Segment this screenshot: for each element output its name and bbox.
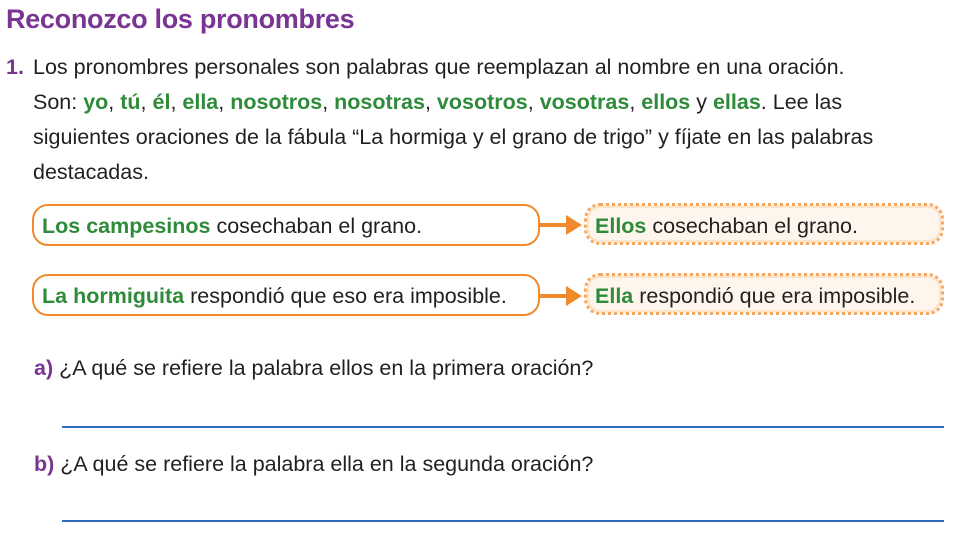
- question-label: b): [34, 452, 55, 476]
- pronoun-highlight: Ellos: [595, 214, 647, 238]
- answer-line-b[interactable]: [62, 520, 944, 522]
- noun-highlight: Los campesinos: [42, 214, 211, 238]
- answer-line-a[interactable]: [62, 426, 944, 428]
- son-label: Son:: [33, 90, 84, 114]
- sentence-rest: cosechaban el grano.: [210, 214, 423, 238]
- pronoun: vosotras: [539, 90, 630, 114]
- replaced-sentence-box: [584, 203, 944, 245]
- pronoun: ella: [182, 90, 219, 114]
- pronoun: nosotras: [334, 90, 425, 114]
- instruction-line-2: Son: yo, tú, él, ella, nosotros, nosotras, vosotros, vosotras, ellos y ellas. Lee las: [33, 90, 843, 114]
- pronoun: tú: [120, 90, 141, 114]
- original-sentence-box: [32, 204, 540, 246]
- sentence-rest: cosechaban el grano.: [646, 214, 858, 238]
- sentence-rest: respondió que era imposible.: [633, 284, 916, 308]
- pronoun-highlight: Ella: [595, 284, 634, 308]
- page-title: Reconozco los pronombres: [6, 4, 355, 34]
- replaced-sentence-box: [584, 273, 944, 315]
- original-sentence-box: [32, 274, 540, 316]
- question-b: [34, 452, 593, 477]
- instruction-text-2-end: . Lee las: [760, 90, 843, 114]
- question-a: [34, 356, 593, 381]
- instruction-line-1: [6, 50, 951, 85]
- connector: y: [690, 90, 713, 114]
- arrow-right-icon: [540, 213, 584, 237]
- question-text: ¿A qué se refiere la palabra ellos en la primera oración?: [59, 356, 594, 380]
- pronoun: ellos: [641, 90, 691, 114]
- question-label: a): [34, 356, 54, 380]
- noun-highlight: La hormiguita: [42, 284, 185, 308]
- pronoun: yo: [83, 90, 109, 114]
- question-text: ¿A qué se refiere la palabra ella en la segunda oración?: [60, 452, 594, 476]
- instruction-text-1: Los pronombres personales son palabras que reemplazan al nombre en una oración.: [33, 55, 845, 79]
- arrow-right-icon: [540, 284, 584, 308]
- exercise-instructions: [6, 50, 951, 190]
- instruction-line-4: destacadas.: [33, 160, 149, 184]
- sentence-rest: respondió que eso era imposible.: [184, 284, 507, 308]
- pronoun: ellas: [712, 90, 761, 114]
- pronoun: vosotros: [436, 90, 528, 114]
- instruction-line-3: siguientes oraciones de la fábula “La hormiga y el grano de trigo” y fíjate en las palabras: [33, 125, 874, 149]
- pronoun: él: [152, 90, 171, 114]
- exercise-number: 1.: [6, 55, 24, 79]
- pronoun: nosotros: [230, 90, 323, 114]
